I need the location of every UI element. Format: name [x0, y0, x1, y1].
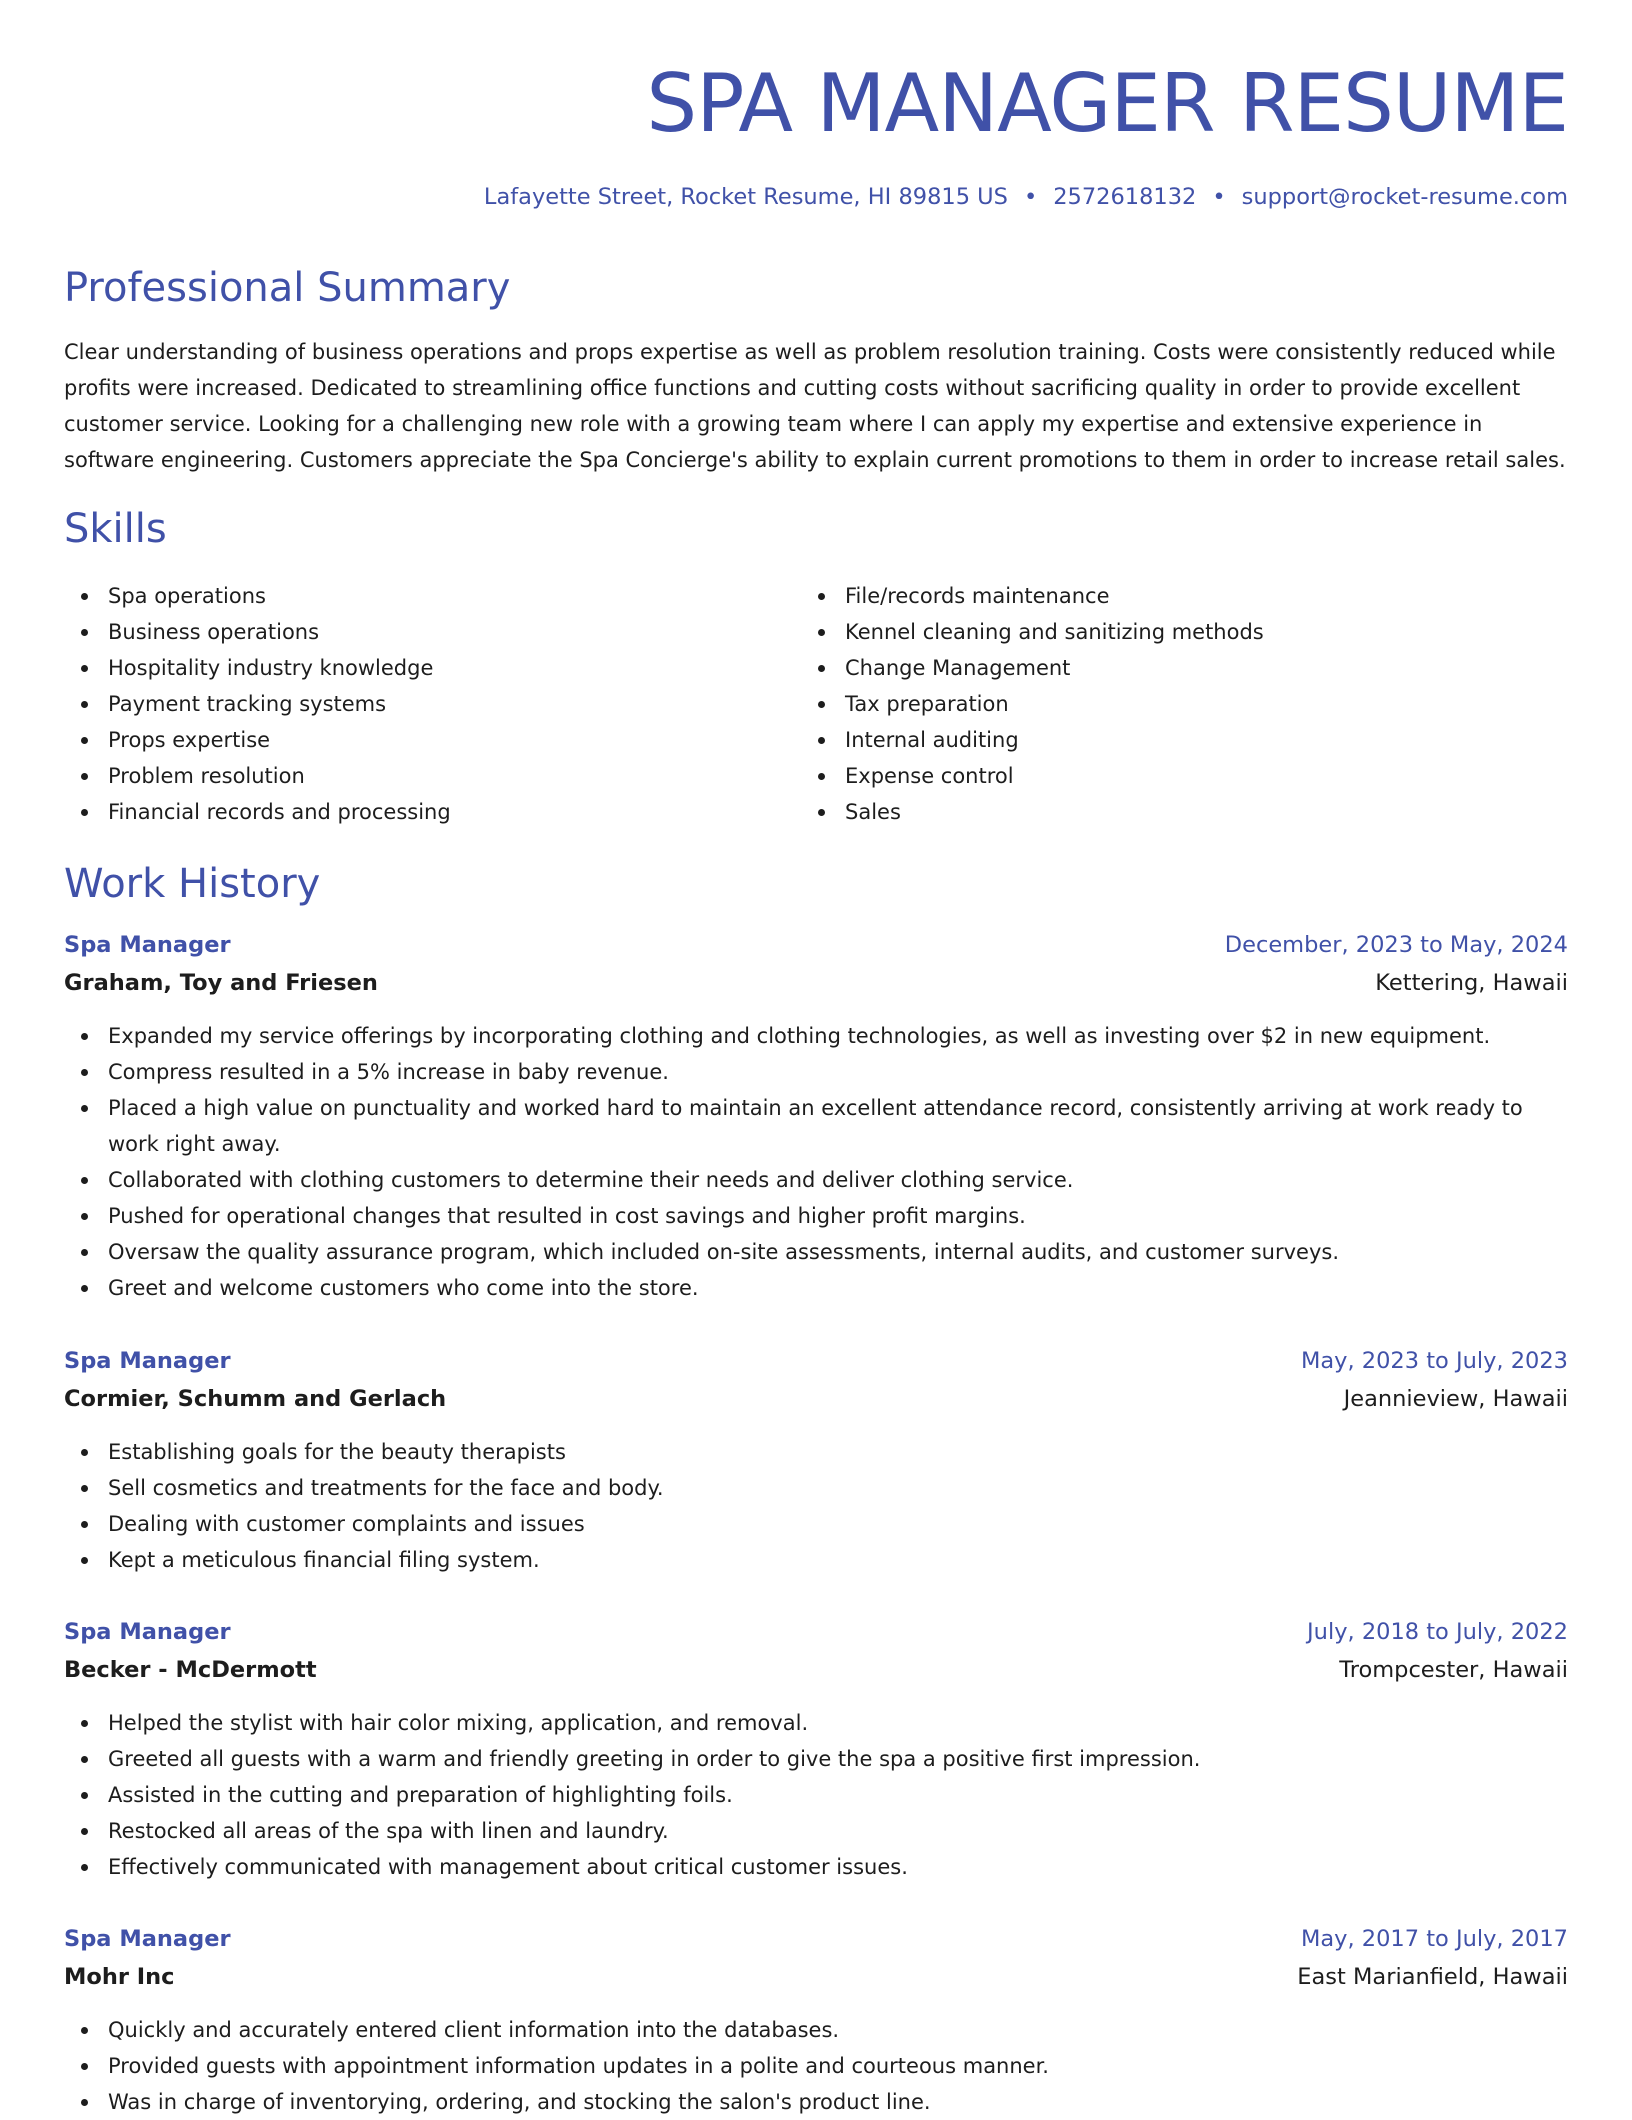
job-bullet: Establishing goals for the beauty therapists [64, 1434, 1568, 1470]
skill-item: Sales [801, 794, 1264, 830]
job-bullet: Sell cosmetics and treatments for the face and body. [64, 1470, 1568, 1506]
job-entry [64, 1613, 1568, 1885]
job-bullet: Collaborated with clothing customers to determine their needs and deliver clothing service. [64, 1162, 1568, 1198]
skill-item: Hospitality industry knowledge [64, 650, 451, 686]
job-location: East Marianfield, Hawaii [1297, 1964, 1568, 1990]
job-bullets [64, 2012, 1568, 2120]
job-bullets [64, 1434, 1568, 1578]
job-title: Spa Manager [64, 1926, 231, 1952]
skill-item: Tax preparation [801, 686, 1264, 722]
job-bullet: Kept a meticulous financial filing system. [64, 1542, 1568, 1578]
job-entry [64, 1920, 1568, 2120]
job-bullet: Quickly and accurately entered client information into the databases. [64, 2012, 1568, 2048]
job-company: Mohr Inc [64, 1964, 175, 1990]
skill-item: Props expertise [64, 722, 451, 758]
job-location: Trompcester, Hawaii [1339, 1657, 1568, 1683]
summary-heading: Professional Summary [64, 265, 511, 311]
job-location: Kettering, Hawaii [1375, 970, 1568, 996]
job-bullet: Provided guests with appointment information updates in a polite and courteous manner. [64, 2048, 1568, 2084]
resume-title: SPA MANAGER RESUME [646, 57, 1568, 150]
job-bullet: Pushed for operational changes that resulted in cost savings and higher profit margins. [64, 1198, 1568, 1234]
job-dates: July, 2018 to July, 2022 [1307, 1619, 1568, 1645]
job-dates: December, 2023 to May, 2024 [1224, 932, 1568, 958]
work-history-heading: Work History [64, 861, 321, 907]
contact-phone: 2572618132 [1053, 184, 1197, 210]
skill-item: Business operations [64, 614, 451, 650]
resume-page [64, 0, 1568, 2112]
contact-email: support@rocket-resume.com [1241, 184, 1568, 210]
job-title: Spa Manager [64, 1348, 231, 1374]
contact-separator: • [1212, 184, 1226, 210]
job-bullet: Oversaw the quality assurance program, which included on-site assessments, internal audits, and customer surveys. [64, 1234, 1568, 1270]
job-location: Jeannieview, Hawaii [1343, 1386, 1568, 1412]
job-bullets [64, 1018, 1568, 1306]
job-title: Spa Manager [64, 1619, 231, 1645]
job-dates: May, 2023 to July, 2023 [1300, 1348, 1568, 1374]
job-bullet: Greeted all guests with a warm and friendly greeting in order to give the spa a positive first impression. [64, 1741, 1568, 1777]
skill-item: Expense control [801, 758, 1264, 794]
job-bullet: Greet and welcome customers who come into the store. [64, 1270, 1568, 1306]
skills-heading: Skills [64, 506, 167, 552]
job-bullet: Compress resulted in a 5% increase in baby revenue. [64, 1054, 1568, 1090]
skill-item: File/records maintenance [801, 578, 1264, 614]
skill-item: Kennel cleaning and sanitizing methods [801, 614, 1264, 650]
job-entry [64, 1342, 1568, 1578]
job-bullet: Dealing with customer complaints and issues [64, 1506, 1568, 1542]
summary-text: Clear understanding of business operations and props expertise as well as problem resolution training. Costs were consistently reduced while profits were increased. Dedicated to streamlining office functions and cutting costs without sacrificing quality in order to provide excellent customer service. Looking for a challenging new role with a growing team where I can apply my expertise and extensive experience in software engineering. Customers appreciate the Spa Concierge's ability to explain current promotions to them in order to increase retail sales. [64, 340, 1566, 472]
skills-list-right [801, 578, 1264, 830]
job-bullet: Effectively communicated with management about critical customer issues. [64, 1849, 1568, 1885]
contact-line [484, 180, 1568, 214]
job-bullet: Assisted in the cutting and preparation of highlighting foils. [64, 1777, 1568, 1813]
job-company: Graham, Toy and Friesen [64, 970, 378, 996]
job-bullet: Helped the stylist with hair color mixing, application, and removal. [64, 1705, 1568, 1741]
contact-address: Lafayette Street, Rocket Resume, HI 89815 US [483, 184, 1008, 210]
skill-item: Internal auditing [801, 722, 1264, 758]
job-entry [64, 926, 1568, 1306]
job-bullet: Placed a high value on punctuality and worked hard to maintain an excellent attendance record, consistently arriving at work ready to work right away. [64, 1090, 1568, 1162]
job-dates: May, 2017 to July, 2017 [1300, 1926, 1568, 1952]
job-bullet: Was in charge of inventorying, ordering, and stocking the salon's product line. [64, 2084, 1568, 2120]
skills-list-left [64, 578, 451, 830]
job-bullets [64, 1705, 1568, 1885]
job-company: Becker - McDermott [64, 1657, 317, 1683]
skill-item: Change Management [801, 650, 1264, 686]
job-title: Spa Manager [64, 932, 231, 958]
skill-item: Financial records and processing [64, 794, 451, 830]
skill-item: Payment tracking systems [64, 686, 451, 722]
job-company: Cormier, Schumm and Gerlach [64, 1386, 447, 1412]
contact-separator: • [1023, 184, 1038, 210]
skill-item: Problem resolution [64, 758, 451, 794]
job-bullet: Restocked all areas of the spa with linen and laundry. [64, 1813, 1568, 1849]
job-bullet: Expanded my service offerings by incorporating clothing and clothing technologies, as well as investing over $2 in new equipment. [64, 1018, 1568, 1054]
skill-item: Spa operations [64, 578, 451, 614]
